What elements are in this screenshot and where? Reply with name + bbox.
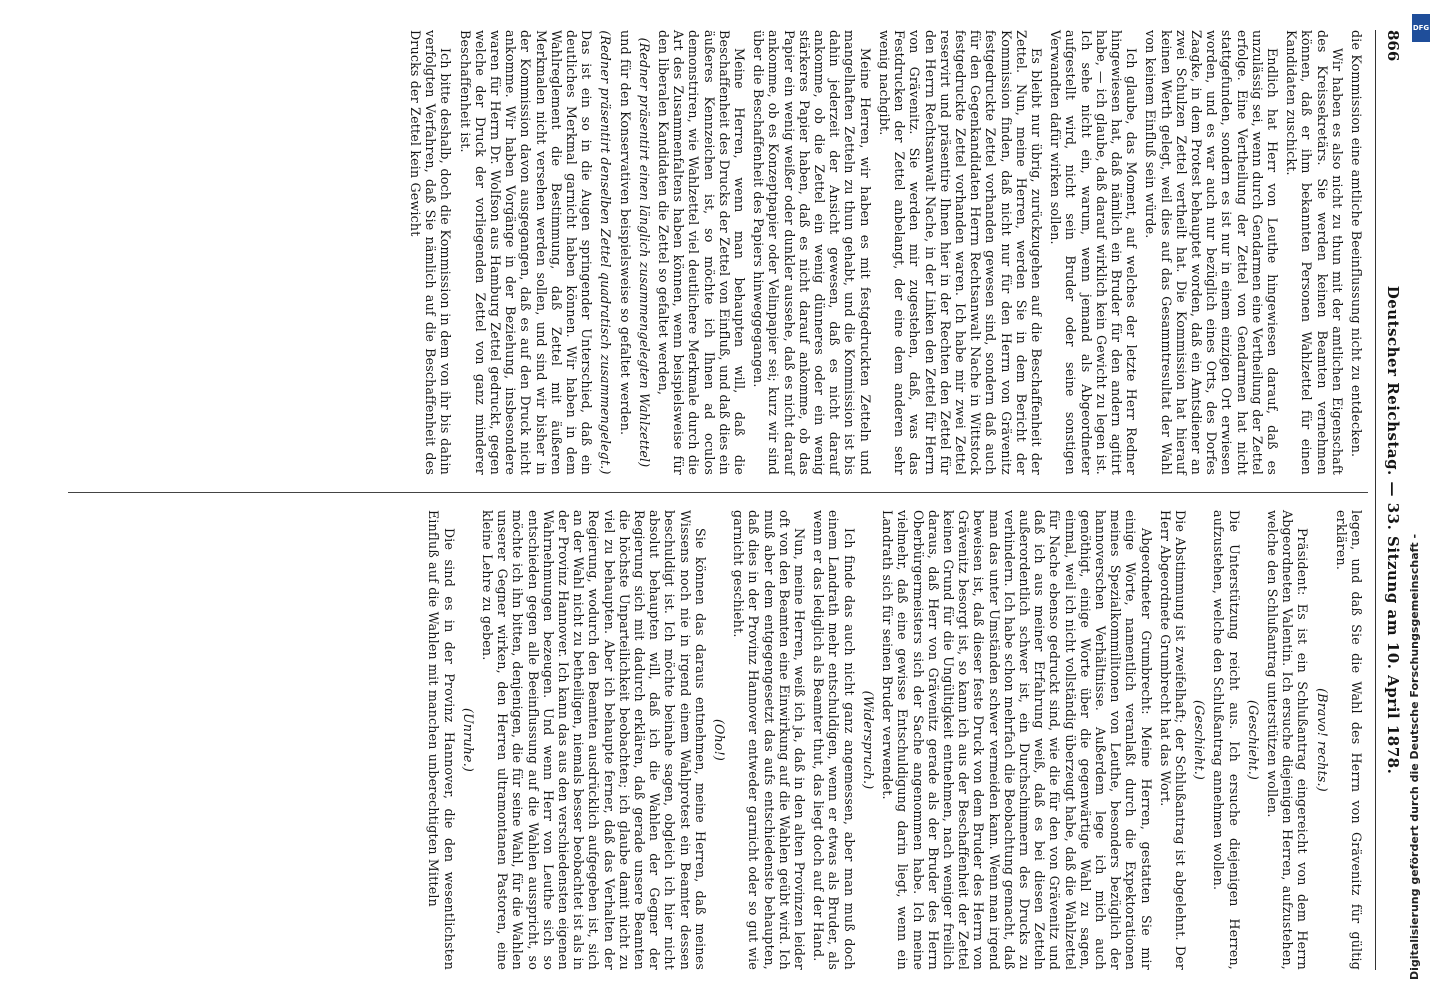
paragraph: Nun, meine Herren, weiß ich ja, daß in den alten Provinzen leider oft von den Beamten eine Einwirkung auf die Wahlen geübt wird. Ich muß aber dem entgegengesetzt das aufs entschiedenste behaupten, daß dies in der Provinz Hannover entweder garnicht oder so gut wie garnicht geschieht. [731,510,808,970]
paragraph: Es bleibt nur übrig, zurückzugehen auf die Beschaffenheit der Zettel. Nun, meine Herren, werden Sie in dem Bericht der Kommission finden, daß nicht nur für den Herrn von Grävenitz festgedruckte Zettel vorhanden gewesen sind, sondern daß auch für den Gegenkandidaten Herrn Rechtsanwalt Nache in Wittstock festgedruckte Zettel vorhanden waren. Ich habe mir zwei Zettel reservirt und präsentire Ihnen hier in der Rechten den Zettel für den Herrn Rechtsanwalt Nache, in der Linken den Zettel für Herrn von Grävenitz. Sie werden mir zugestehen, daß, was das Festdrucken der Zettel anbelangt, der eine dem anderen sehr wenig nachgibt. [876,30,1044,475]
paragraph: legen, und daß Sie die Wahl des Herrn von Grävenitz für gültig erklären. [1333,510,1364,970]
header-row [1378,30,1404,970]
stage-remark: (Geschieht.) [1245,699,1261,781]
dfg-logo-text: DFG [1412,24,1430,32]
paragraph: Die Unterstützung reicht aus. Ich ersuche diejenigen Herren, aufzustehen, welche den Schlußantrag annehmen wollen. [1211,510,1242,970]
digitization-credit: Digitalisierung gefördert durch die Deutsche Forschungsgemeinschaft - [1408,533,1421,980]
paragraph: Meine Herren, wenn man behaupten will, daß die Beschaffenheit des Drucks der Zettel von Einfluß, und daß dies ein äußeres Kennzeichen ist, so möchte ich Ihnen ad oculos demonstriren, wie Wahlzettel viel deutlichere Merkmale durch die Art des Zusammenfaltens haben können, wenn beispielsweise für den liberalen Kandidaten die Zettel so gefaltet werden, [656,30,748,475]
paragraph: Ich finde das auch nicht ganz angemessen, aber man muß doch einem Landrath mehr entschuldigen, wenn er etwas als Bruder, als wenn er das lediglich als Beamter thut, das liegt doch auf der Hand. [811,510,857,970]
running-title: Deutscher Reichstag. — 33. Sitzung am 10. April 1878. [1384,285,1402,775]
stage-remark: (Bravo! rechts.) [1314,688,1330,792]
stage-remark: (Redner präsentirt einen länglich zusammengelegten Wahlzettel) [636,37,652,468]
column-divider [68,492,1368,493]
stage-remark: (Redner präsentirt denselben Zettel quadratisch zusammengelegt.) [598,30,614,475]
paragraph: Sie können das daraus entnehmen, meine Herren, daß meines Wissens noch nie in irgend einem Wahlprotest ein Beamter dessen beschuldigt ist. Ich möchte beinahe sagen, obgleich ich hier nicht absolut behaupten will, daß ich die Wahlen der Gegner der Regierung sich mit dadurch erklären, daß gerade unsere Beamten die höchste Unparteilichkeit beobachten; ich glaube damit nicht zu viel zu behaupten. Aber ich behaupte ferner, daß das Verhalten der Regierung, wodurch den Beamten ausdrücklich aufgegeben ist, sich an der Wahl nicht zu betheiligen, niemals besser beobachtet ist als in der Provinz Hannover. Ich kann das aus den verschiedensten eigenen Wahrnehmungen bezeugen. Und wenn Herr von Leuthe sich so entschieden gegen alle Beeinflussung auf die Wahlen ausspricht, so möchte ich ihn bitten, denjenigen, die für seine Wahl, für die Wahlen unserer Gegner wirken, den Herren ultramontanen Pastoren, eine kleine Lehre zu geben. [480,510,708,970]
stage-remark: (Widerspruch.) [860,690,876,790]
paragraph: Endlich hat Herr von Leuthe hingewiesen darauf, daß es unzulässig sei, wenn durch Gendarmen eine Vertheilung der Zettel erfolge. Eine Vertheilung der Zettel von Gendarmen hat nicht stattgefunden, sondern es ist nur in einem einzigen Ort erwiesen worden, und es war auch nur bezüglich eines Orts, des Dorfes Zaagke, in dem Protest behauptet worden, daß ein Amtsdiener an zwei Schulzen Zettel vertheilt hat. Die Kommission hat hierauf keinen Werth gelegt, weil dies auf das Gesammtresultat der Wahl von keinem Einfluß sein würde. [1143,30,1280,475]
paragraph: Wir haben es also nicht zu thun mit der amtlichen Eigenschaft des Kreissekretärs. Sie werden keinen Beamten vernehmen können, daß er ihm bekannten Personen Wahlzettel für einen Kandidaten zuschickt. [1284,30,1345,475]
stage-remark: (Geschieht.) [1192,699,1208,781]
header-rule [1375,30,1376,970]
stage-remark: (Unruhe.) [460,707,476,773]
paragraph: Die Abstimmung ist zweifelhaft; der Schlußantrag ist abgelehnt. Der Herr Abgeordnete Grumbrecht hat das Wort. [1157,510,1188,970]
left-column [408,30,1368,475]
page-number: 866 [1384,30,1402,62]
paragraph: und für den Konservativen beispielsweise so gefaltet werden. [617,30,633,436]
paragraph: Abgeordneter Grumbrecht: Meine Herren, gestatten Sie mir einige Worte, namentlich veranlaßt durch die Expektorationen meines Spezialkommilitonen von Leuthe, besonders bezüglich der hannoverschen Verhältnisse. Außerdem lege ich mich auch genöthigt, einige Worte über die gegenwärtige Wahl zu sagen, einmal, weil ich nicht vollständig überzeugt habe, daß die Wahlzettel für Nache ebenso gedruckt sind, wie die für den von Grävenitz und daß ich aus meiner Erfahrung weiß, daß es bei diesen Zetteln außerordentlich schwer ist, ein Durchschimmern des Drucks zu verhindern. Ich habe schon mehrfach die Beobachtung gemacht, daß man das unter Umständen schwer vermeiden kann. Wenn man irgend beweisen ist, daß dieser feste Druck von dem Bruder des Herrn von Grävenitz besorgt ist, so kann ich aus der Beschaffenheit der Zettel keinen Grund für die Ungültigkeit entnehmen, nach weniger freilich daraus, daß Herr von Grävenitz gerade als der Bruder des Herrn Oberbürgermeisters sich der Sache angenommen habe. Ich meine vielmehr, daß eine gewisse Entschuldigung darin liegt, wenn ein Landrath sich für seinen Bruder verwendet. [880,510,1154,970]
right-column [426,510,1368,970]
paragraph: Ich glaube, das Moment, auf welches der letzte Herr Redner hingewiesen hat, daß nämlich ein Bruder für den andern agitirt habe, — ich glaube, daß darauf wirklich kein Gewicht zu legen ist. Ich sehe nicht ein, warum, wenn jemand als Abgeordneter aufgestellt wird, nicht sein Bruder oder seine sonstigen Verwandten dafür wirken sollen. [1048,30,1140,475]
paragraph: Die sind es in der Provinz Hannover, die den wesentlichsten Einfluß auf die Wahlen mit manchen unberechtigten Mitteln [426,510,457,970]
rotated-page [18,0,1414,1000]
stage-remark: (Oho!) [712,718,728,762]
paragraph: Das ist ein so in die Augen springender Unterschied, daß ein deutliches Merkmal garnicht haben können. Wir haben in dem Wahlreglement die Bestimmung, daß Zettel mit äußeren Merkmalen nicht versehen werden sollen, und sind wir bisher in der Kommission davon ausgegangen, daß es auf den Druck nicht ankomme. Wir haben Vorgänge in der Beziehung, insbesondere waren für Herrn Dr. Wolfson aus Hamburg Zettel gedruckt, gegen welche der Druck der vorliegenden Zettel von ganz minderer Beschaffenheit ist. [457,30,595,475]
paragraph: die Kommission eine amtliche Beeinflussung nicht zu entdecken. [1349,30,1364,458]
paragraph: Meine Herren, wir haben es mit festgedruckten Zetteln und mangelhaften Zetteln zu thun gehabt, und die Kommission ist bis dahin jederzeit der Ansicht gewesen, daß es nicht darauf ankomme, ob die Zettel ein wenig dünneres oder ein wenig stärkeres Papier haben, daß es nicht darauf ankomme, ob das Papier ein wenig weißer oder dunkler aussehe, daß es nicht darauf ankomme, ob es Konzeptpapier oder Velinpapier sei; kurz wir sind über die Beschaffenheit des Papiers hinweggegangen. [751,30,873,475]
paragraph: Präsident: Es ist ein Schlußantrag eingereicht von dem Herrn Abgeordneten Valentin. Ich ersuche diejenigen Herren, aufzustehen, welche den Schlußantrag unterstützen wollen. [1264,510,1311,970]
paragraph: Ich bitte deshalb, doch die Kommission in dem von ihr bis dahin verfolgten Verfahren, daß Sie nämlich auf die Beschaffenheit des Drucks der Zettel kein Gewicht [408,30,454,475]
dfg-logo [1412,14,1430,42]
